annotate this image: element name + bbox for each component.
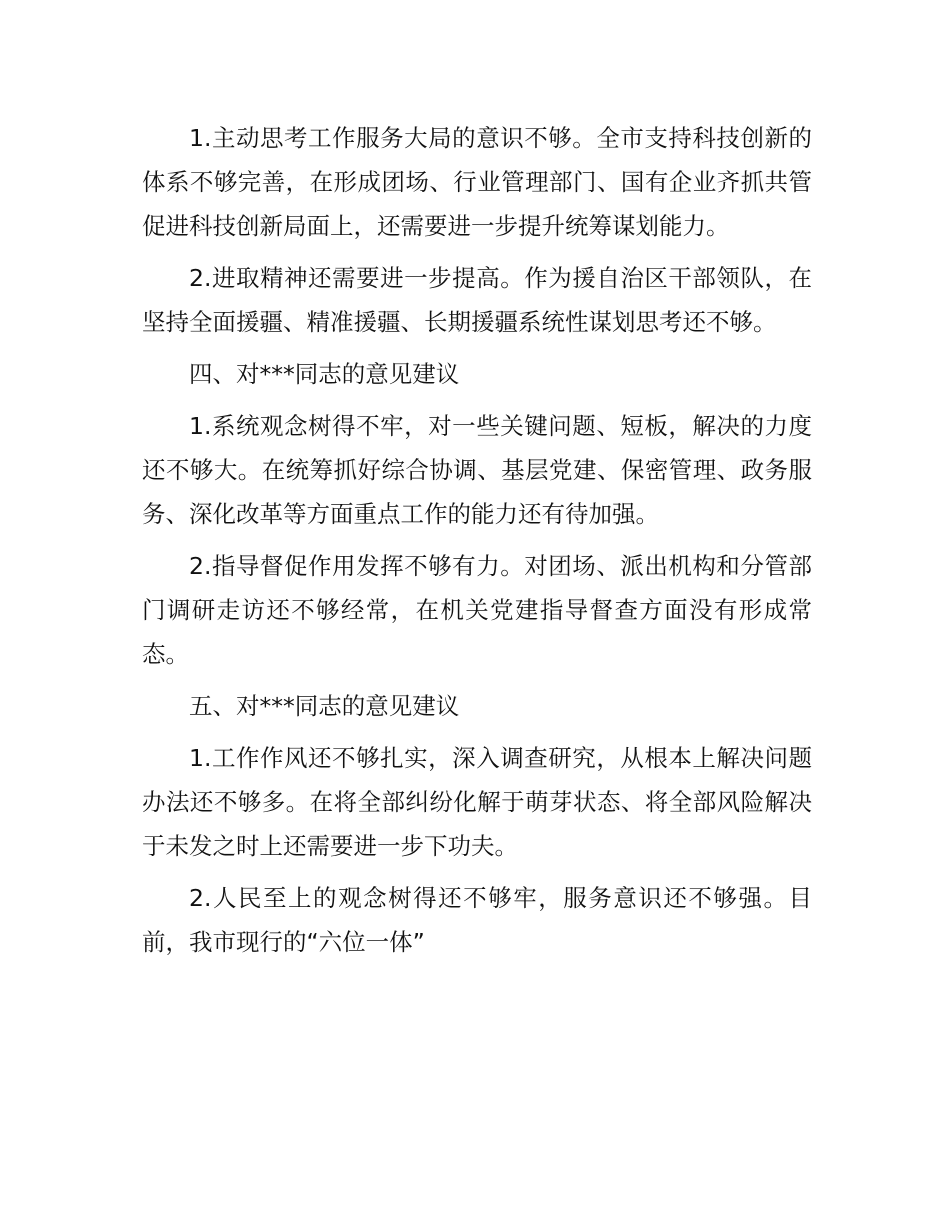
paragraph-item-2: 2.指导督促作用发挥不够有力。对团场、派出机构和分管部门调研走访还不够经常，在机关党建指导督查方面没有形成常态。 <box>142 552 812 668</box>
document-page <box>142 116 812 972</box>
paragraph-item-1: 1.系统观念树得不牢，对一些关键问题、短板，解决的力度还不够大。在统筹抓好综合协调、基层党建、保密管理、政务服务、深化改革等方面重点工作的能力还有待加强。 <box>142 412 812 528</box>
section-heading-5: 五、对***同志的意见建议 <box>189 692 460 720</box>
paragraph-item-1: 1.工作作风还不够扎实，深入调查研究，从根本上解决问题办法还不够多。在将全部纠纷化解于萌芽状态、将全部风险解决于未发之时上还需要进一步下功夫。 <box>142 744 812 860</box>
section-heading-4: 四、对***同志的意见建议 <box>189 360 460 388</box>
paragraph-item-2: 2.进取精神还需要进一步提高。作为援自治区干部领队，在坚持全面援疆、精准援疆、长期援疆系统性谋划思考还不够。 <box>142 264 812 336</box>
paragraph-item-2: 2.人民至上的观念树得还不够牢，服务意识还不够强。目前，我市现行的“六位一体” <box>142 884 812 956</box>
paragraph-item-1: 1.主动思考工作服务大局的意识不够。全市支持科技创新的体系不够完善，在形成团场、行业管理部门、国有企业齐抓共管促进科技创新局面上，还需要进一步提升统筹谋划能力。 <box>142 124 812 240</box>
